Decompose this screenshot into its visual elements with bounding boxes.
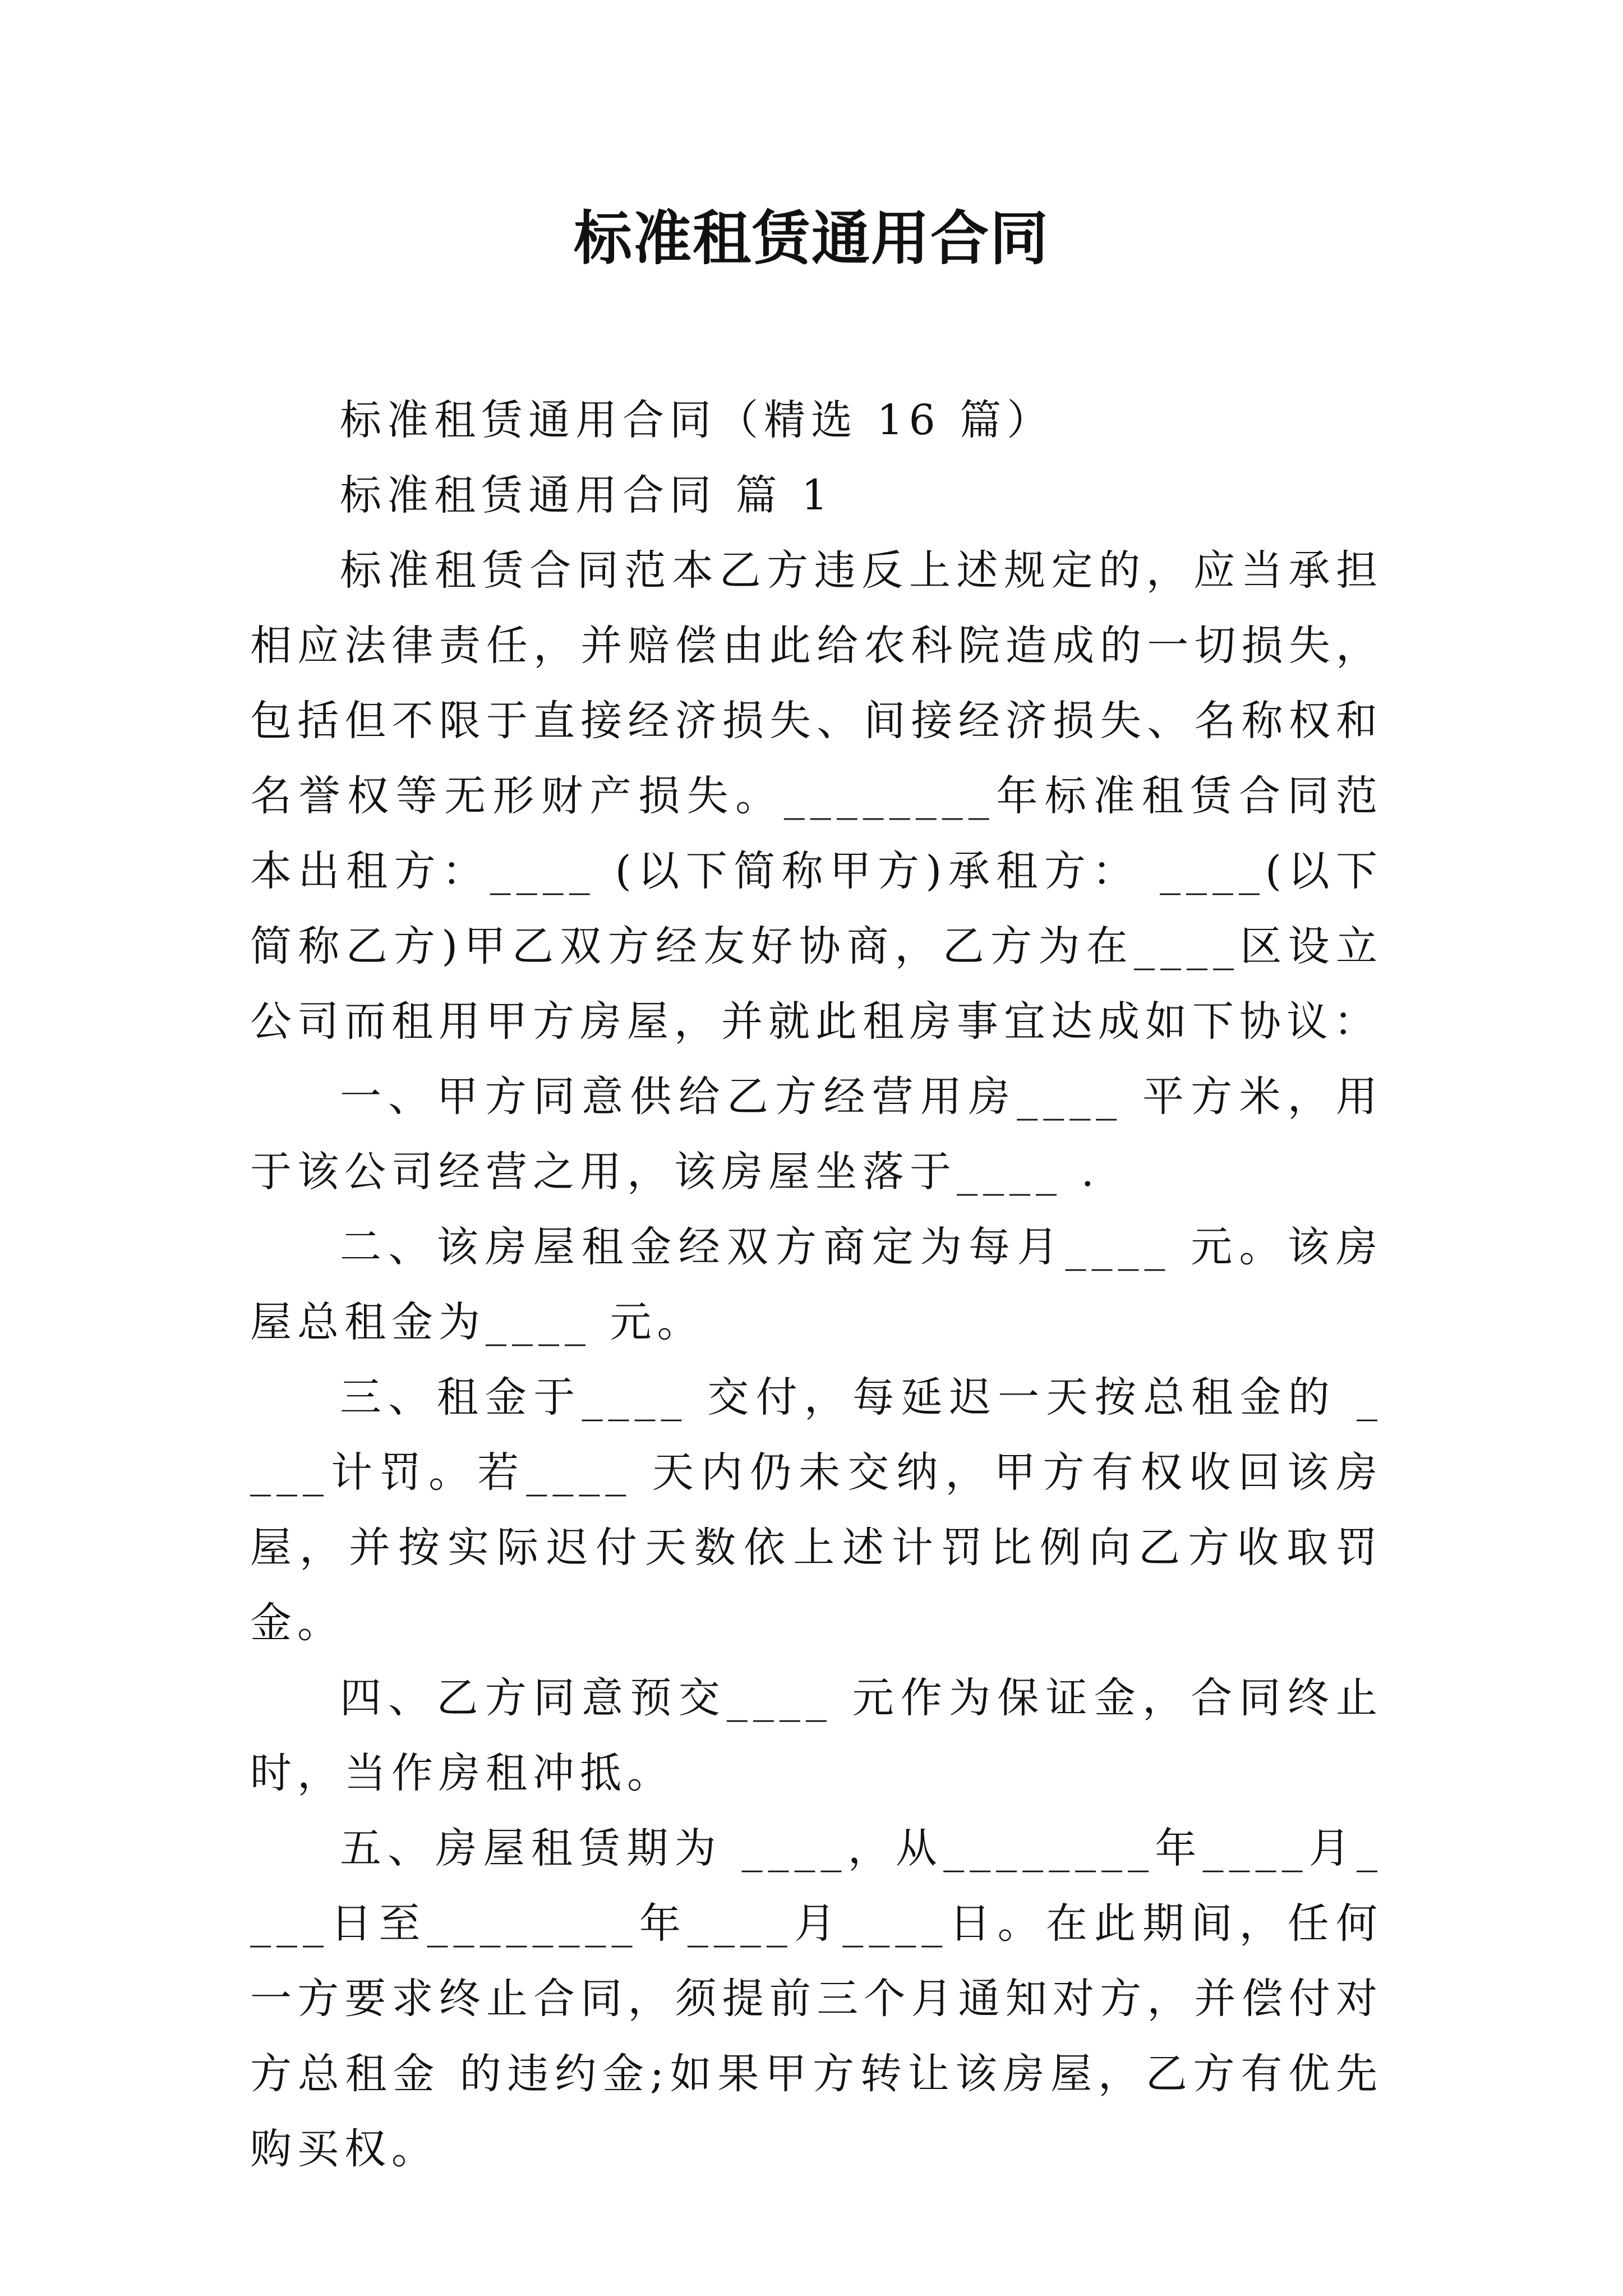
clause-5-paragraph: 五、房屋租赁期为 ____，从________年____月____日至________年____月____日。在此期间，任何一方要求终止合同，须提前三个月通知对方，并偿付对方总租金 的违约金;如果甲方转让该房屋，乙方有优先购买权。 xyxy=(250,1824,1383,2173)
subtitle-paragraph: 标准租赁通用合同（精选 16 篇） xyxy=(340,396,1054,444)
document-title: 标准租赁通用合同 xyxy=(573,204,1049,273)
body-paragraph: 标准租赁合同范本乙方违反上述规定的，应当承担相应法律责任，并赔偿由此给农科院造成的一切损失，包括但不限于直接经济损失、间接经济损失、名称权和名誉权等无形财产损失。________年标准租赁合同范本出租方：____ (以下简称甲方)承租方： ____(以下简称乙方)甲乙双方经友好协商，乙方为在____区设立公司而租用甲方房屋，并就此租房事宜达成如下协议： xyxy=(250,546,1383,1046)
clause-4-paragraph: 四、乙方同意预交____ 元作为保证金，合同终止时，当作房租冲抵。 xyxy=(250,1674,1383,1797)
clause-1-paragraph: 一、甲方同意供给乙方经营用房____ 平方米，用于该公司经营之用，该房屋坐落于____ . xyxy=(250,1073,1383,1196)
clause-2-paragraph: 二、该房屋租金经双方商定为每月____ 元。该房屋总租金为____ 元。 xyxy=(250,1223,1383,1346)
document-body xyxy=(250,383,1383,2187)
clause-3-paragraph: 三、租金于____ 交付，每延迟一天按总租金的 ____计罚。若____ 天内仍未交纳，甲方有权收回该房屋，并按实际迟付天数依上述计罚比例向乙方收取罚金。 xyxy=(250,1373,1383,1647)
section-heading: 标准租赁通用合同 篇 1 xyxy=(340,471,834,519)
